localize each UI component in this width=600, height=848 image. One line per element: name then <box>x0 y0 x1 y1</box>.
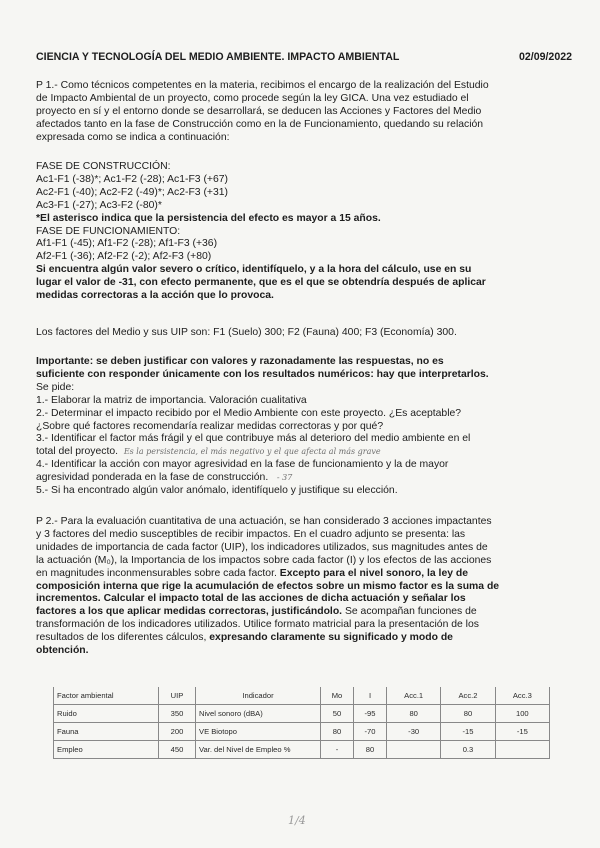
question-2: ¿Sobre qué factores recomendaría realizar medidas correctoras y por qué? <box>36 420 384 432</box>
severo-note: lugar el valor de -31, con efecto permanente, que es el que se obtendría después de aplicar <box>36 277 486 289</box>
p1-questions <box>36 356 563 498</box>
table-header: Factor ambiental <box>54 687 159 705</box>
table-cell: -15 <box>441 723 495 741</box>
construccion-item: Ac3-F1 (-27); Ac3-F2 (-80)* <box>36 199 162 211</box>
funcionamiento-item: Af1-F1 (-45); Af1-F2 (-28); Af1-F3 (+36) <box>36 238 218 250</box>
table-cell: 0.3 <box>441 741 495 759</box>
table-cell: 80 <box>321 723 354 741</box>
severo-note: medidas correctoras a la acción que lo provoca. <box>36 290 274 302</box>
severo-note: Si encuentra algún valor severo o crítico, identifíquelo, y a la hora del cálculo, use en su <box>36 264 472 276</box>
table-row <box>54 741 550 759</box>
handwritten-note: Es la persistencia, el más negativo y el que afecta al más grave <box>123 447 381 457</box>
construccion-title: FASE DE CONSTRUCCIÓN: <box>36 161 171 172</box>
table-header: Acc.1 <box>387 687 441 705</box>
p2-text-span: resultados de los diferentes cálculos, <box>36 632 207 644</box>
p2-line: composición interna que rige la acumulación de efectos sobre un mismo factor es la suma de <box>36 580 500 592</box>
table-cell: -95 <box>354 705 387 723</box>
p2-line <box>36 568 563 581</box>
table-cell: 450 <box>159 741 196 759</box>
p1-intro-line: afectados tanto en la fase de Construcción como en la de Funcionamiento, quedando su relación <box>36 118 484 130</box>
question-2: 2.- Determinar el impacto recibido por el Medio Ambiente con este proyecto. ¿Es aceptable? <box>36 407 462 419</box>
p2-line <box>36 593 563 606</box>
table-cell: 80 <box>387 705 441 723</box>
p2-text <box>36 516 563 658</box>
funcionamiento-item: Af2-F1 (-36); Af2-F2 (-2); Af2-F3 (+80) <box>36 251 212 263</box>
document-header <box>36 51 572 63</box>
se-pide: Se pide: <box>36 381 75 393</box>
p2-calc-span: Calcular el impacto total de las acciones de dicha actuación y señalar los <box>100 593 466 605</box>
p2-line: P 2.- Para la evaluación cuantitativa de una actuación, se han considerado 3 acciones impactantes <box>36 516 492 527</box>
p1-intro-line: expresada como se indica a continuación: <box>36 131 230 143</box>
importante-note: suficiente con responder únicamente con los resultados numéricos: hay que interpretarlos. <box>36 368 489 380</box>
p1-intro-line: de Impacto Ambiental de un proyecto, como procede según la ley GICA. Una vez estudiado el <box>36 92 469 104</box>
p2-text-span: Se acompañan funciones de <box>342 606 477 618</box>
p2-line: obtención. <box>36 645 89 657</box>
table-cell: 350 <box>159 705 196 723</box>
p2-calc-span: factores a los que aplicar medidas correctoras, justificándolo. <box>36 606 343 618</box>
table-cell: Nivel sonoro (dBA) <box>196 705 321 723</box>
p1-intro <box>36 80 563 145</box>
table-header: Indicador <box>196 687 321 705</box>
table-row <box>54 723 550 741</box>
table-cell: 80 <box>354 741 387 759</box>
factores-uip <box>36 327 563 340</box>
table-cell: -30 <box>387 723 441 741</box>
asterisco-note: *El asterisco indica que la persistencia del efecto es mayor a 15 años. <box>36 212 381 224</box>
table-cell: Empleo <box>54 741 159 759</box>
table-cell: -15 <box>495 723 549 741</box>
table-cell: - <box>321 741 354 759</box>
table-header: UIP <box>159 687 196 705</box>
table-header: Acc.2 <box>441 687 495 705</box>
p2-line <box>36 632 563 645</box>
document-date: 02/09/2022 <box>518 51 572 63</box>
table-cell <box>387 741 441 759</box>
p2-bold-span: incrementos. <box>36 593 101 605</box>
p2-bold-span: Excepto para el nivel sonoro, la ley de <box>276 567 469 579</box>
construccion-item: Ac2-F1 (-40); Ac2-F2 (-49)*; Ac2-F3 (+31) <box>36 186 228 198</box>
p2-line: unidades de importancia de cada factor (UIP), los indicadores utilizados, sus magnitudes antes de <box>36 541 488 553</box>
table-cell: 80 <box>441 705 495 723</box>
table-row <box>54 705 550 723</box>
p2-line <box>36 606 563 619</box>
table-cell: 100 <box>495 705 549 723</box>
p1-intro-line: proyecto en sí y el entorno donde se desarrollará, se deducen las Acciones y Factores del Medio <box>36 105 482 117</box>
table-cell: 200 <box>159 723 196 741</box>
table-cell: Var. del Nivel de Empleo % <box>196 741 321 759</box>
p1-intro-line: P 1.- Como técnicos competentes en la materia, recibimos el encargo de la realización del Estudio <box>36 80 489 91</box>
question-5: 5.- Si ha encontrado algún valor anómalo, identifíquelo y justifique su elección. <box>36 485 398 497</box>
table-cell: -70 <box>354 723 387 741</box>
p2-bold-span: expresando claramente su significado y modo de <box>206 632 453 644</box>
table-header: I <box>354 687 387 705</box>
table-header-row <box>54 687 550 705</box>
p2-line: transformación de los indicadores utilizados. Utilice formato matricial para la presentación de los <box>36 619 479 631</box>
p2-line: y 3 factores del medio susceptibles de recibir impactos. En el cuadro adjunto se presenta: las <box>36 528 466 540</box>
p2-text-span: en magnitudes inconmensurables sobre cada factor. <box>36 567 277 579</box>
question-3-text: total del proyecto. <box>36 446 119 458</box>
construccion-item: Ac1-F1 (-38)*; Ac1-F2 (-28); Ac1-F3 (+67) <box>36 173 228 185</box>
question-1: 1.- Elaborar la matriz de importancia. Valoración cualitativa <box>36 394 307 406</box>
table-cell: Ruido <box>54 705 159 723</box>
page-number: 1/4 <box>288 814 306 827</box>
data-table <box>53 687 550 759</box>
document-title: CIENCIA Y TECNOLOGÍA DEL MEDIO AMBIENTE. IMPACTO AMBIENTAL <box>36 51 400 63</box>
table-cell: 50 <box>321 705 354 723</box>
question-3: 3.- Identificar el factor más frágil y el que contribuye más al deterioro del medio ambiente en el <box>36 433 471 445</box>
table-header: Mo <box>321 687 354 705</box>
table-cell <box>495 741 549 759</box>
table-header: Acc.3 <box>495 687 549 705</box>
table-cell: VE Biotopo <box>196 723 321 741</box>
p2-line: la actuación (M₀), la Importancia de los impactos sobre cada factor (I) y los efectos de las acciones <box>36 554 492 566</box>
question-4 <box>36 472 563 485</box>
table-cell: Fauna <box>54 723 159 741</box>
importante-note: Importante: se deben justificar con valores y razonadamente las respuestas, no es <box>36 356 444 367</box>
question-4: 4.- Identificar la acción con mayor agresividad en la fase de funcionamiento y la de mayor <box>36 459 449 471</box>
factores-line: Los factores del Medio y sus UIP son: F1 (Suelo) 300; F2 (Fauna) 400; F3 (Economía) 300. <box>36 327 457 338</box>
question-3 <box>36 446 563 459</box>
p1-fases <box>36 161 563 303</box>
question-4-text: agresividad ponderada en la fase de construcción. <box>36 472 269 484</box>
handwritten-note: - 37 <box>276 473 293 483</box>
funcionamiento-title: FASE DE FUNCIONAMIENTO: <box>36 225 181 237</box>
